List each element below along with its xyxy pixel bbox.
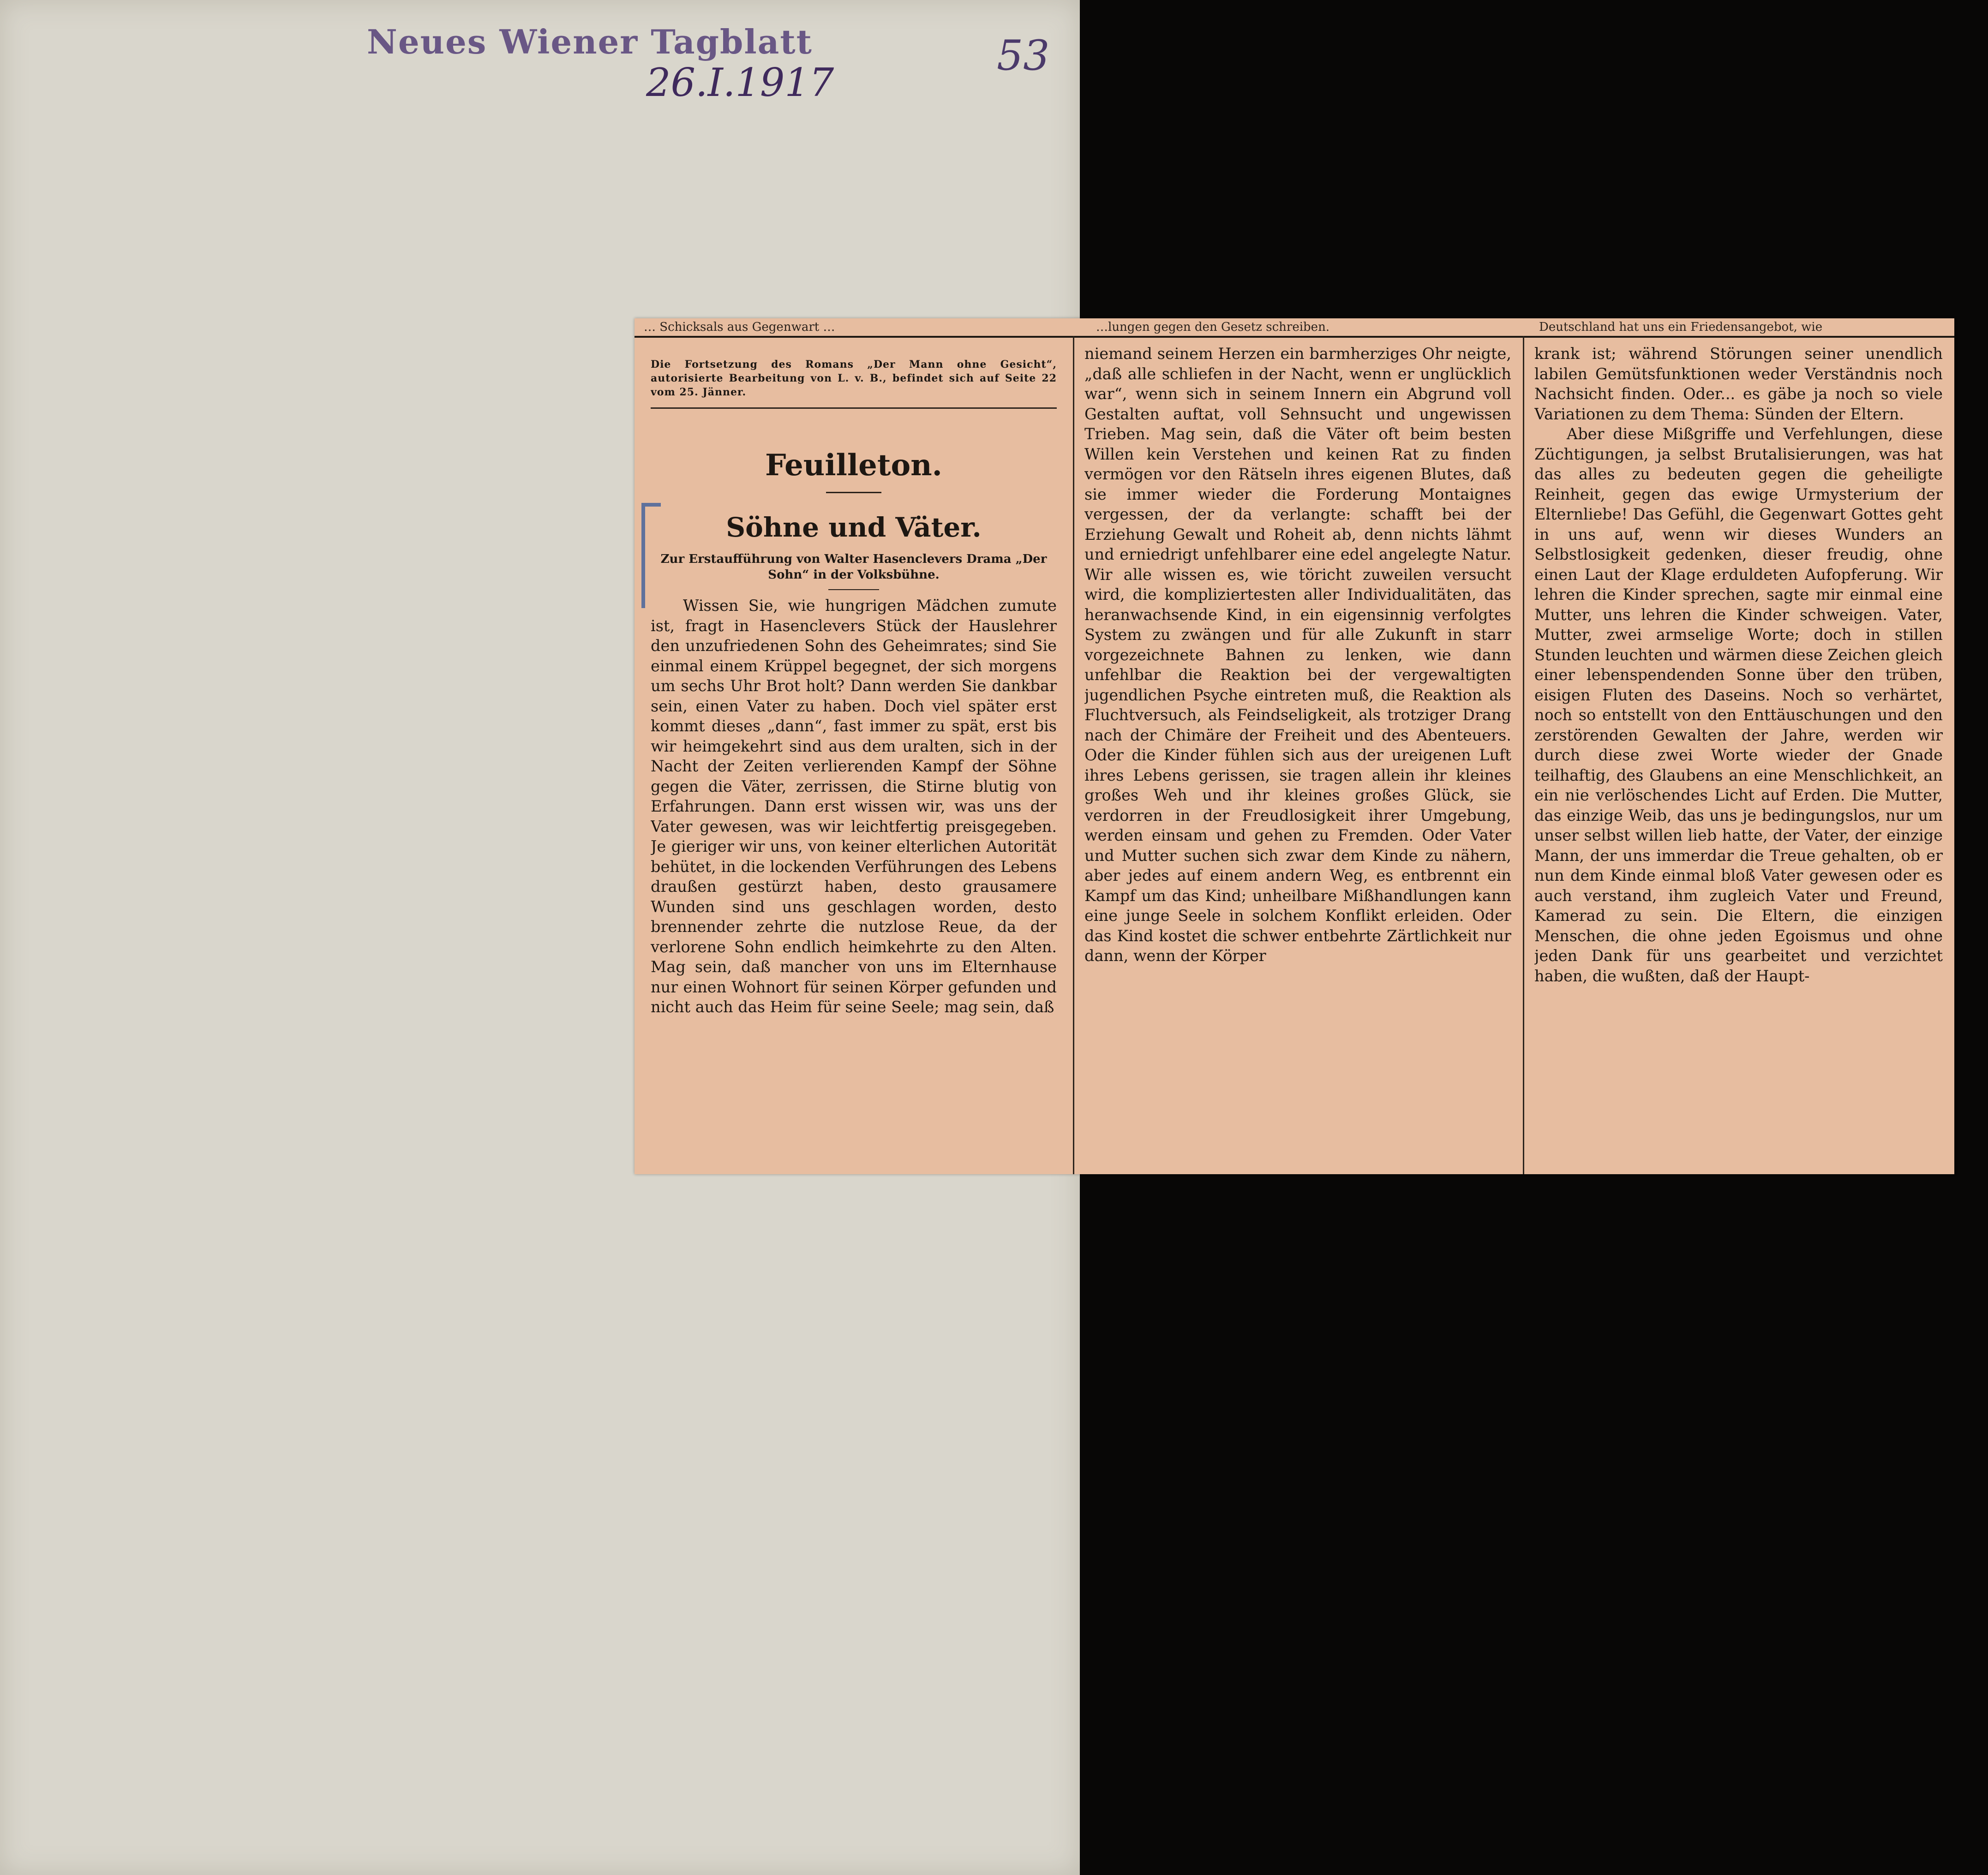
handwritten-date: 26.I.1917 bbox=[646, 60, 834, 105]
column-3 bbox=[1534, 344, 1943, 1174]
top-strip-col3: Deutschland hat uns ein Friedensangebot, wie bbox=[1539, 320, 1823, 334]
column-2-text: niemand seinem Herzen ein barmherziges Ohr neigte, „daß alle schliefen in der Nacht, wenn er unglücklich war“, wenn sich in seinem Innern ein Abgrund voll Gestalten auftat, voll Sehnsucht und ungewissen Trieben. Mag sein, daß die Väter oft beim besten Willen kein Verstehen und keinen Rat zu finden vermögen vor den Rätseln ihres eigenen Blutes, daß sie immer wieder die Forderung Montaignes vergessen, der da verlangte: schafft bei der Erziehung Gewalt und Roheit ab, denn nichts lähmt und erniedrigt unfehlbarer eine edel angelegte Natur. Wir alle wissen es, wie töricht zuweilen versucht wird, die kompliziertesten aller Individualitäten, das heranwachsende Kind, in ein eigensinnig verfolgtes System zu zwängen und für alle Zukunft in starr vorgezeichnete Bahnen zu lenken, wie dann unfehlbar die Reaktion bei der vergewaltigten jugendlichen Psyche eintreten muß, die Reaktion als Fluchtversuch, als Feindseligkeit, als trotziger Drang nach der Chimäre der Freiheit und des Abenteuers. Oder die Kinder fühlen sich aus der ureigenen Luft ihres Lebens gerissen, sie tragen allein ihr kleines großes Weh und ihr kleines großes Glück, sie verdorren in der Freudlosigkeit ihrer Umgebung, werden einsam und gehen zu Fremden. Oder Vater und Mutter suchen sich zwar dem Kinde zu nähern, aber jedes auf einem andern Weg, es entbrennt ein Kampf um das Kind; unheilbare Mißhandlungen kann eine junge Seele in solchem Konflikt erleiden. Oder das Kind kostet die schwer entbehrte Zärtlichkeit nur dann, wenn der Körper bbox=[1084, 345, 1511, 965]
pen-mark bbox=[641, 503, 661, 608]
continuation-note: Die Fortsetzung des Romans „Der Mann ohne Gesicht“, autorisierte Bearbeitung von L. v. B., befindet sich auf Seite 22 vom 25. Jänner. bbox=[651, 358, 1057, 398]
note-rule bbox=[651, 407, 1057, 409]
article-subheadline: Zur Erstaufführung von Walter Hasenclevers Drama „Der Sohn“ in der Volksbühne. bbox=[660, 552, 1047, 582]
top-strip-col1: … Schicksals aus Gegenwart … bbox=[644, 320, 835, 334]
column-3-text-2: Aber diese Mißgriffe und Verfehlungen, diese Züchtigungen, ja selbst Brutalisierungen, was hat das alles zu bedeuten gegen die geheiligte Reinheit, gegen das ewige Urmysterium der Elternliebe! Das Gefühl, die Gegenwart Gottes geht in uns auf, wenn wir dieses Wunders an Selbstlosigkeit gedenken, dieser freudig, ohne einen Laut der Klage erduldeten Aufopferung. Wir lehren die Kinder sprechen, sagte mir einmal eine Mutter, uns lehren die Kinder schweigen. Vater, Mutter, zwei armselige Worte; doch in stillen Stunden leuchten und wärmen diese Zeichen gleich einer lebenspendenden Sonne über den trüben, eisigen Fluten des Daseins. Noch so verhärtet, noch so entstellt von den Enttäuschungen und den zerstörenden Gewalten der Jahre, werden wir durch diese zwei Worte wieder der Gnade teilhaftig, des Glaubens an eine Menschlichkeit, an ein nie verlöschendes Licht auf Erden. Die Mutter, das einzige Weib, das uns je bedingungslos, nur um unser selbst willen lieb hatte, der Vater, der einzige Mann, der uns immerdar die Treue gehalten, ob er nun dem Kinde einmal bloß Vater gewesen oder es auch verstand, ihm zugleich Vater und Freund, Kamerad zu sein. Die Eltern, die einzigen Menschen, die ohne jeden Egoismus und ohne jeden Dank für uns gearbeitet und verzichtet haben, die wußten, daß der Haupt- bbox=[1534, 425, 1943, 985]
column-2 bbox=[1084, 344, 1511, 1174]
subhead-divider bbox=[828, 589, 879, 590]
newspaper-stamp: Neues Wiener Tagblatt bbox=[367, 22, 813, 61]
column-divider-2 bbox=[1523, 336, 1524, 1174]
clipping-top-strip bbox=[635, 318, 1954, 336]
newspaper-clipping bbox=[635, 318, 1954, 1174]
article-headline: Söhne und Väter. bbox=[726, 512, 982, 543]
column-1-text: Wissen Sie, wie hungrigen Mädchen zumute ist, fragt in Hasenclevers Stück der Hauslehrer den unzufriedenen Sohn des Geheimrates; sind Sie einmal einem Krüppel begegnet, der sich morgens um sechs Uhr Brot holt? Dann werden Sie dankbar sein, einen Vater zu haben. Doch viel später erst kommt dieses „dann“, fast immer zu spät, erst bis wir heimgekehrt sind aus dem uralten, sich in der Nacht der Zeiten verlierenden Kampf der Söhne gegen die Väter, zerrissen, die Stirne blutig von Erfahrungen. Dann erst wissen wir, was uns der Vater gewesen, was wir leichtfertig preisgegeben. Je gieriger wir uns, von keiner elterlichen Autorität behütet, in die lockenden Verführungen des Lebens draußen gestürzt haben, desto grausamere Wunden sind uns geschlagen worden, desto brennender zehrte die nutzlose Reue, da der verlorene Sohn endlich heimkehrte zu den Alten. Mag sein, daß mancher von uns im Elternhause nur einen Wohnort für seinen Körper gefunden und nicht auch das Heim für seine Seele; mag sein, daß bbox=[651, 597, 1057, 1016]
top-rule bbox=[635, 336, 1954, 338]
section-divider bbox=[826, 492, 881, 493]
top-strip-col2: …lungen gegen den Gesetz schreiben. bbox=[1096, 320, 1330, 334]
column-3-text: krank ist; während Störungen seiner unendlich labilen Gemütsfunktionen weder Verständnis noch Nachsicht finden. Oder... es gäbe ja noch so viele Variationen zu dem Thema: Sünden der Eltern. bbox=[1534, 345, 1943, 423]
section-title: Feuilleton. bbox=[765, 448, 942, 483]
column-divider-1 bbox=[1073, 336, 1074, 1174]
handwritten-mark: 53 bbox=[997, 31, 1050, 80]
column-1 bbox=[651, 344, 1057, 1174]
